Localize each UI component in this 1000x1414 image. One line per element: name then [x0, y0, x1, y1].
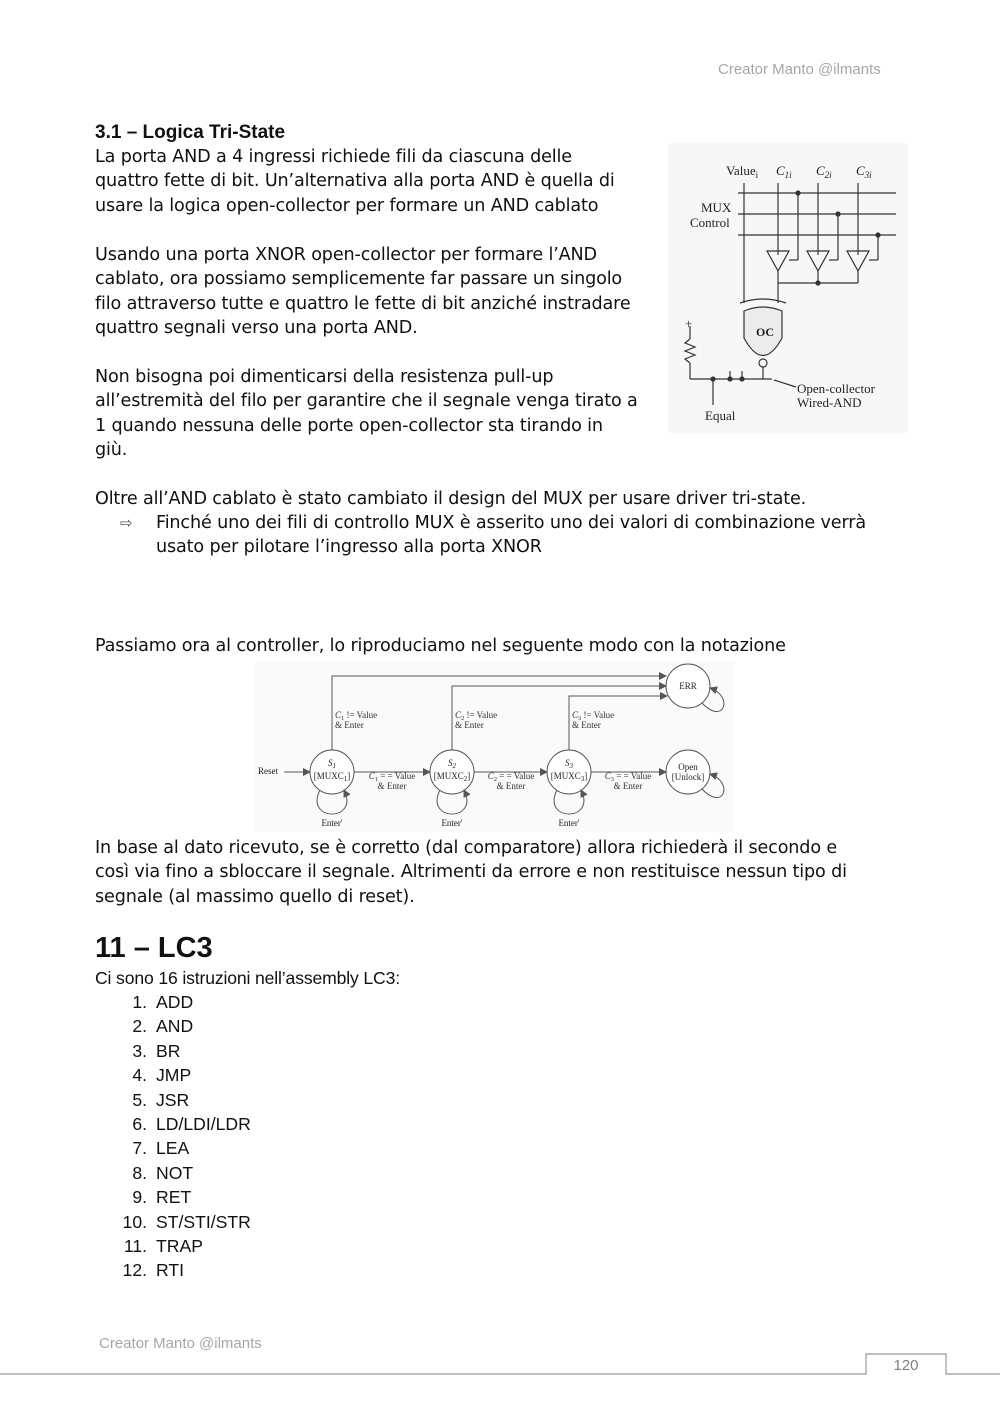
c2-label: $C_{2i}$: [816, 163, 832, 180]
mux-label: MUX: [701, 200, 732, 215]
text-line: filo attraverso tutte e quattro le fette di bit anziché instradare: [95, 293, 631, 314]
c3-label: $C_{3i}$: [856, 163, 872, 180]
s3-name: $S_3$: [565, 758, 573, 770]
text-line: all’estremità del filo per garantire che il segnale venga tirato a: [95, 391, 638, 412]
text-line: Finché uno dei fili di controllo MUX è asserito uno dei valori di combinazione verrà: [156, 513, 866, 533]
section-heading-11: 11 – LC3: [95, 932, 213, 964]
paragraph-2: [95, 243, 665, 341]
s3-mux: $[MUXC_3]$: [550, 771, 588, 783]
ok-edge-enter-1: & Enter: [377, 781, 407, 791]
wired-and-circuit-figure: [668, 143, 908, 433]
section-heading-3-1: 3.1 – Logica Tri-State: [95, 122, 286, 143]
section-11-intro: Ci sono 16 istruzioni nell’assembly LC3:: [95, 968, 400, 988]
text-line: quattro segnali verso una porta AND.: [95, 318, 418, 339]
list-item: 6. LD/LDI/LDR: [132, 1114, 251, 1135]
instruction-list: [105, 990, 251, 1283]
list-item: 5. JSR: [132, 1089, 190, 1110]
list-item: 3. BR: [132, 1040, 181, 1061]
err-edge-enter-2: & Enter: [455, 720, 484, 730]
paragraph-6: [95, 836, 915, 909]
text-line: usato per pilotare l’ingresso alla porta XNOR: [156, 537, 542, 558]
ok-edge-enter-2: & Enter: [496, 781, 526, 791]
ok-edge-label-2: $C_2$ = = Value: [487, 771, 535, 783]
c1-label: $C_{1i}$: [776, 163, 792, 180]
oc-label-2: Wired-AND: [797, 395, 862, 410]
ok-edge-label-1: $C_1$ = = Value: [368, 771, 416, 783]
s1-mux: $[MUXC_1]$: [313, 771, 351, 783]
footer-rule: [0, 1350, 1000, 1380]
list-item: 7. LEA: [132, 1138, 190, 1159]
controller-state-diagram: [254, 662, 734, 832]
bullet-item: [120, 511, 910, 560]
header-credit: Creator Manto @ilmants: [718, 61, 881, 78]
enter-self-label-3: Enter': [558, 818, 580, 828]
text-line: segnale (al massimo quello di reset).: [95, 886, 415, 907]
text-line: Usando una porta XNOR open-collector per formare l’AND: [95, 245, 597, 265]
page-number-box: [0, 1354, 1000, 1374]
s2-mux: $[MUXC_2]$: [433, 771, 471, 783]
value-label: Value$_i$: [726, 163, 759, 180]
text-line: In base al dato ricevuto, se è corretto (dal comparatore) allora richiederà il secondo e: [95, 838, 838, 858]
s2-name: $S_2$: [448, 758, 456, 770]
list-item: 9. RET: [132, 1187, 192, 1208]
footer-credit: Creator Manto @ilmants: [99, 1335, 262, 1352]
oc-label-1: Open-collector: [797, 381, 875, 396]
list-item: 11. TRAP: [123, 1236, 203, 1257]
err-edge-label-1: $C_1$ != Value: [335, 710, 378, 722]
err-label: ERR: [679, 681, 697, 691]
control-label: Control: [690, 215, 730, 230]
paragraph-4: Oltre all’AND cablato è stato cambiato il design del MUX per usare driver tri-state.: [95, 489, 807, 509]
paragraph-1: [95, 145, 665, 218]
text-line: così via fino a sbloccare il segnale. Altrimenti da errore e non restituisce nessun tipo di: [95, 862, 847, 883]
ok-edge-label-3: $C_3$ = = Value: [604, 771, 652, 783]
page-number: 120: [893, 1357, 919, 1374]
err-edge-label-2: $C_2$ != Value: [455, 710, 498, 722]
err-edge-label-3: $C_3$ != Value: [572, 710, 615, 722]
text-line: 1 quando nessuna delle porte open-collector sta tirando in: [95, 415, 603, 436]
gate-bubble: [759, 359, 767, 367]
list-item: 1. ADD: [132, 992, 194, 1012]
paragraph-5: Passiamo ora al controller, lo riproduciamo nel seguente modo con la notazione: [95, 636, 786, 656]
paragraph-3: [95, 365, 665, 463]
err-edge-enter-3: & Enter: [572, 720, 601, 730]
list-item: 8. NOT: [132, 1162, 194, 1183]
open-label: Open: [678, 762, 698, 772]
text-line: La porta AND a 4 ingressi richiede fili da ciascuna delle: [95, 147, 572, 167]
text-line: cablato, ora possiamo semplicemente far passare un singolo: [95, 269, 623, 290]
list-item: 4. JMP: [132, 1065, 192, 1086]
list-item: 2. AND: [132, 1016, 194, 1037]
err-edge-enter-1: & Enter: [335, 720, 364, 730]
text-line: giù.: [95, 440, 128, 461]
equal-label: Equal: [705, 408, 736, 423]
reset-label: Reset: [258, 766, 278, 776]
enter-self-label-1: Enter': [321, 818, 343, 828]
text-line: usare la logica open-collector per formare un AND cablato: [95, 195, 599, 216]
list-item: 10. ST/STI/STR: [122, 1211, 251, 1232]
text-line: Non bisogna poi dimenticarsi della resistenza pull-up: [95, 367, 554, 387]
ok-edge-enter-3: & Enter: [613, 781, 643, 791]
diagram-background: [254, 662, 734, 832]
gate-label: OC: [756, 325, 774, 339]
resistor-plus: +: [685, 316, 693, 331]
arrow-bullet-icon: ⇨: [120, 514, 133, 532]
unlock-label: [Unlock]: [671, 772, 705, 782]
enter-self-label-2: Enter': [441, 818, 463, 828]
list-item: 12. RTI: [122, 1260, 185, 1281]
text-line: quattro fette di bit. Un’alternativa alla porta AND è quella di: [95, 171, 615, 192]
s1-name: $S_1$: [328, 758, 336, 770]
